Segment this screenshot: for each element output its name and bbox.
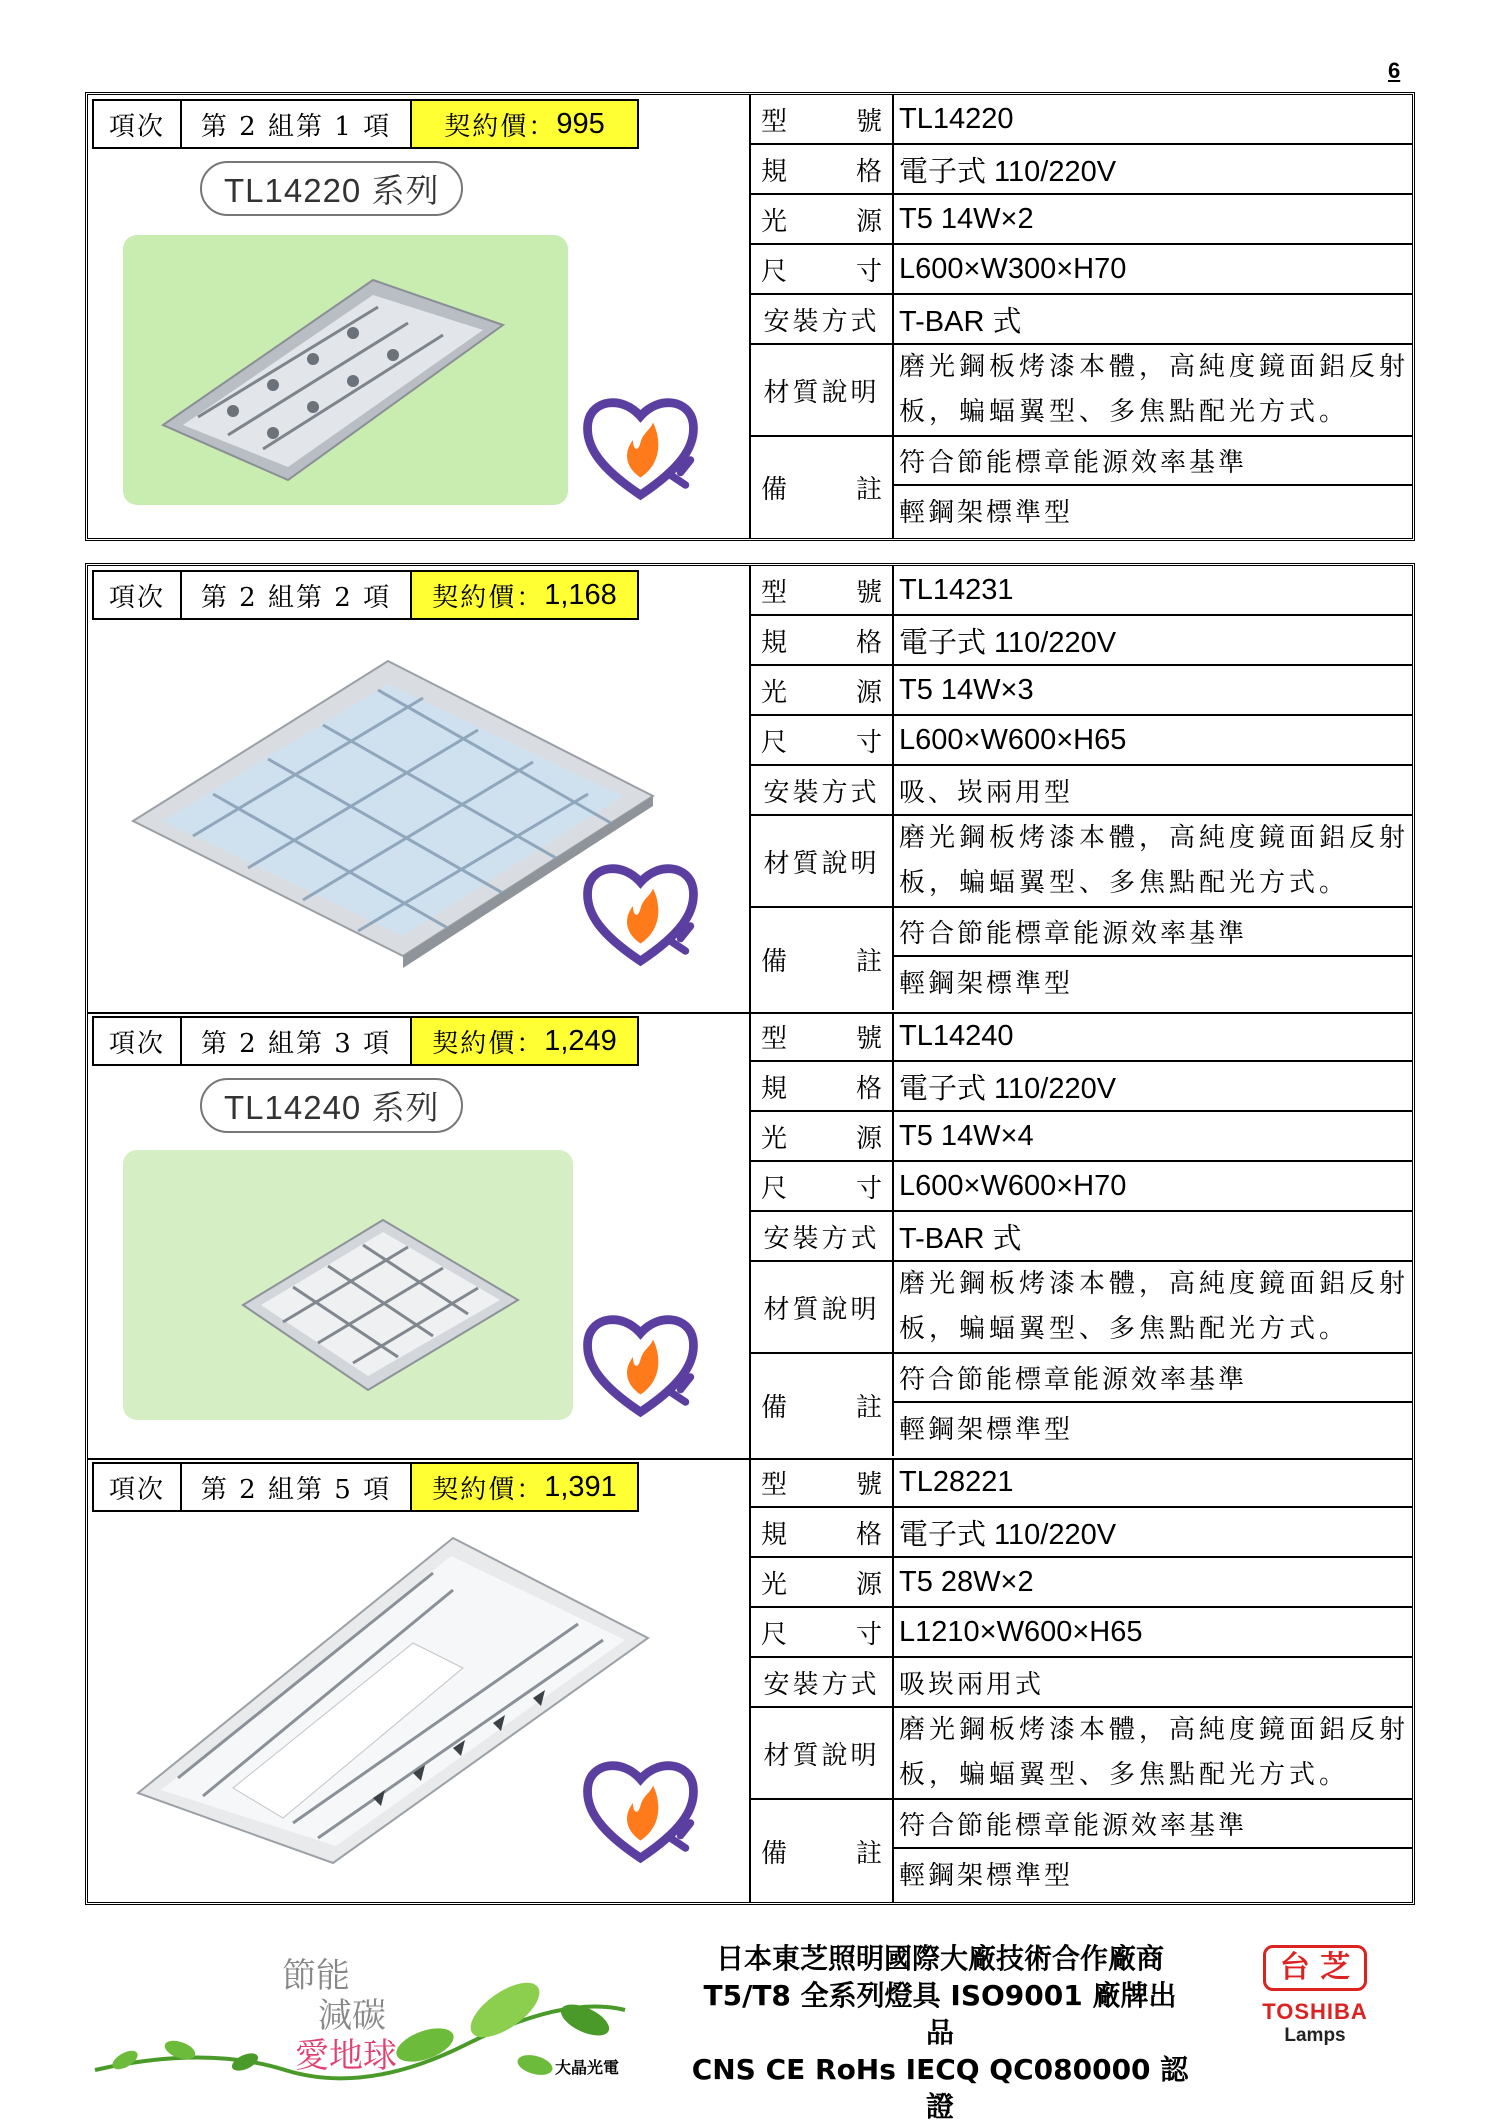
product-block-2 [85, 563, 1415, 1905]
contract-price: 契約價： 995 [412, 101, 637, 147]
model-value: TL14240 [899, 1019, 1014, 1052]
model-value: TL14231 [899, 573, 1014, 606]
fixture-image [123, 235, 568, 505]
slogan-2: 減碳 [318, 1996, 386, 2036]
spec-table: 型 號 TL14220 規 格 電子式 110/220V 光 源 T5 14W×2 尺 寸 L600×W300×H70 安裝方式 T-BAR 式 材質說明 磨光鋼板烤漆本體，高純度鏡面鋁反射 板，蝙蝠翼型、多焦點配光方式。 備 註 符合節能標章能源效率基準 輕鋼架標準型 [751, 95, 1412, 538]
spec-value: 電子式 110/220V [899, 1518, 1117, 1551]
item-number: 第 2 組第 1 項 [182, 101, 412, 147]
item-label: 項次 [94, 1464, 182, 1510]
material-value: 磨光鋼板烤漆本體，高純度鏡面鋁反射 板，蝙蝠翼型、多焦點配光方式。 [899, 1715, 1410, 1790]
spec-table: 型 號 TL28221 規 格 電子式 110/220V 光 源 T5 28W×2 尺 寸 L1210×W600×H65 安裝方式 吸崁兩用式 材質說明 磨光鋼板烤漆本體，高純度鏡面鋁反射 板，蝙蝠翼型、多焦點配光方式。 備 註 符合節能標章能源效率基準 輕鋼架標準型 [751, 1458, 1412, 1902]
remark-value: 符合節能標章能源效率基準 輕鋼架標準型 [894, 1354, 1412, 1456]
item-number: 第 2 組第 3 項 [182, 1018, 412, 1064]
energy-heart-icon [578, 385, 703, 510]
product-2-image-panel [88, 566, 751, 1012]
size-value: L1210×W600×H65 [899, 1615, 1143, 1648]
material-value: 磨光鋼板烤漆本體，高純度鏡面鋁反射 板，蝙蝠翼型、多焦點配光方式。 [899, 352, 1410, 427]
light-source-value: T5 14W×2 [899, 202, 1034, 235]
remark-value: 符合節能標章能源效率基準 輕鋼架標準型 [894, 908, 1412, 1010]
energy-heart-icon [578, 1748, 703, 1873]
energy-heart-icon [578, 1302, 703, 1427]
material-value: 磨光鋼板烤漆本體，高純度鏡面鋁反射 板，蝙蝠翼型、多焦點配光方式。 [899, 823, 1410, 898]
series-label: TL14240 系列 [200, 1078, 463, 1133]
item-number: 第 2 組第 2 項 [182, 572, 412, 618]
install-value: 吸、崁兩用型 [899, 777, 1074, 808]
item-header [92, 99, 639, 149]
contract-price: 契約價： 1,391 [412, 1464, 637, 1510]
toshiba-logo: 台 芝 TOSHIBA Lamps [1250, 1945, 1380, 2047]
item-number: 第 2 組第 5 項 [182, 1464, 412, 1510]
remark-value: 符合節能標章能源效率基準 輕鋼架標準型 [894, 1800, 1412, 1902]
model-value: TL14220 [899, 102, 1014, 135]
energy-heart-icon [578, 851, 703, 976]
item-label: 項次 [94, 101, 182, 147]
spec-value: 電子式 110/220V [899, 155, 1117, 188]
size-value: L600×W600×H65 [899, 723, 1127, 756]
item-header [92, 1462, 639, 1512]
company-name: 大晶光電 [555, 2058, 620, 2077]
install-value: T-BAR 式 [899, 305, 1022, 338]
spec-table: 型 號 TL14240 規 格 電子式 110/220V 光 源 T5 14W×4 尺 寸 L600×W600×H70 安裝方式 T-BAR 式 材質說明 磨光鋼板烤漆本體，高純度鏡面鋁反射 板，蝙蝠翼型、多焦點配光方式。 備 註 符合節能標章能源效率基準 輕鋼架標準型 [751, 1012, 1412, 1456]
spec-table: 型 號 TL14231 規 格 電子式 110/220V 光 源 T5 14W×3 尺 寸 L600×W600×H65 安裝方式 吸、崁兩用型 材質說明 磨光鋼板烤漆本體，高純度鏡面鋁反射 板，蝙蝠翼型、多焦點配光方式。 備 註 符合節能標章能源效率基準 輕鋼架標準型 [751, 566, 1412, 1010]
slogan-1: 節能 [282, 1956, 350, 1996]
size-value: L600×W300×H70 [899, 252, 1127, 285]
spec-value: 電子式 110/220V [899, 626, 1117, 659]
certification-text: 日本東芝照明國際大廠技術合作廠商 T5/T8 全系列燈具 ISO9001 廠牌出品 CNS CE RoHs IECQ QC080000 認證 [691, 1942, 1189, 2123]
series-label: TL14220 系列 [200, 161, 463, 216]
light-source-value: T5 28W×2 [899, 1565, 1034, 1598]
page-number: 6 [1388, 58, 1401, 83]
install-value: T-BAR 式 [899, 1222, 1022, 1255]
material-value: 磨光鋼板烤漆本體，高純度鏡面鋁反射 板，蝙蝠翼型、多焦點配光方式。 [899, 1269, 1410, 1344]
item-header [92, 1016, 639, 1066]
light-source-value: T5 14W×4 [899, 1119, 1034, 1152]
size-value: L600×W600×H70 [899, 1169, 1127, 1202]
fixture-image [123, 1150, 573, 1420]
install-value: 吸崁兩用式 [899, 1669, 1045, 1700]
contract-price: 契約價： 1,168 [412, 572, 637, 618]
slogan-3: 愛地球 [295, 2036, 397, 2076]
product-4-image-panel [88, 1458, 751, 1904]
item-label: 項次 [94, 1018, 182, 1064]
contract-price: 契約價： 1,249 [412, 1018, 637, 1064]
spec-value: 電子式 110/220V [899, 1072, 1117, 1105]
item-label: 項次 [94, 572, 182, 618]
remark-value: 符合節能標章能源效率基準 輕鋼架標準型 [894, 437, 1412, 538]
model-value: TL28221 [899, 1465, 1014, 1498]
product-3-image-panel [88, 1012, 751, 1458]
product-image-panel [88, 95, 751, 538]
light-source-value: T5 14W×3 [899, 673, 1034, 706]
item-header [92, 570, 639, 620]
fixture-image [133, 1528, 653, 1868]
product-block-1 [85, 92, 1415, 541]
